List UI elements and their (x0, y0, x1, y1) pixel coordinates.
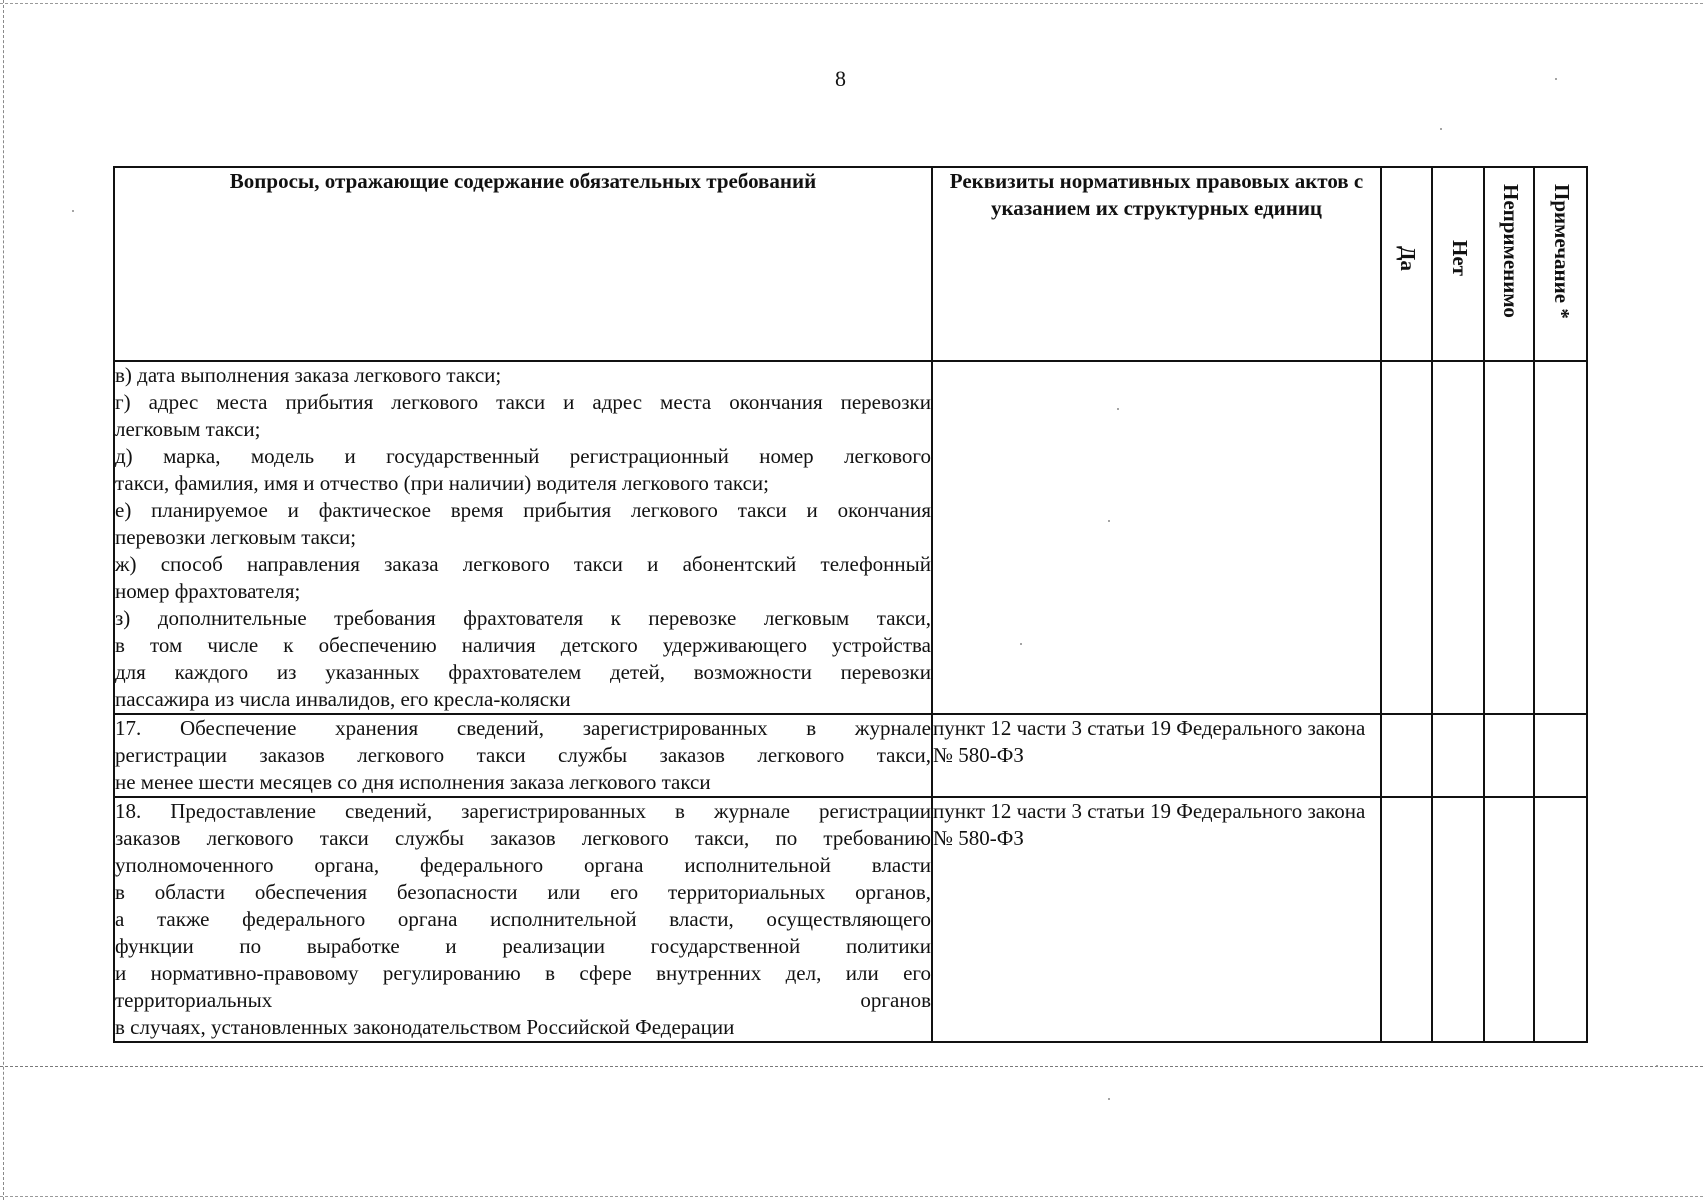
question-cell (114, 361, 932, 714)
question-line: для каждого из указанных фрахтователем детей, возможности перевозки (115, 660, 931, 684)
header-no: Нет (1448, 240, 1472, 276)
scan-edge-left (3, 0, 5, 1200)
table-header-row (114, 167, 1587, 361)
question-line: а также федерального органа исполнительной власти, осуществляющего (115, 907, 931, 931)
scan-speck (1440, 128, 1442, 130)
page-number: 8 (835, 66, 846, 91)
question-line: в области обеспечения безопасности или его территориальных органов, (115, 880, 931, 904)
question-line: заказов легкового такси службы заказов легкового такси, по требованию (115, 826, 931, 850)
question-cell (114, 797, 932, 1042)
yes-checkbox-cell[interactable] (1381, 361, 1432, 714)
question-line: территориальных органов (115, 988, 931, 1012)
question-line: в том числе к обеспечению наличия детского удерживающего устройства (115, 633, 931, 657)
note-cell[interactable] (1534, 714, 1587, 797)
no-checkbox-cell[interactable] (1432, 797, 1484, 1042)
header-yes-cell (1381, 167, 1432, 361)
question-line: регистрации заказов легкового такси службы заказов легкового такси, (115, 743, 931, 767)
scan-speck (1656, 1065, 1658, 1067)
question-cell (114, 714, 932, 797)
question-line: 18. Предоставление сведений, зарегистрированных в журнале регистрации (115, 799, 931, 823)
requirements-checklist-table (113, 166, 1588, 1043)
scan-line-bottom-edge (0, 1196, 1703, 1198)
table-row (114, 714, 1587, 797)
no-checkbox-cell[interactable] (1432, 361, 1484, 714)
scan-speck (72, 210, 74, 212)
question-line: функции по выработке и реализации государственной политики (115, 934, 931, 958)
question-line: не менее шести месяцев со дня исполнения заказа легкового такси (115, 770, 711, 794)
note-cell[interactable] (1534, 361, 1587, 714)
header-note-cell (1534, 167, 1587, 361)
not-applicable-checkbox-cell[interactable] (1484, 361, 1534, 714)
requisites-cell: пункт 12 части 3 статьи 19 Федерального закона № 580-ФЗ (932, 797, 1381, 1042)
question-line: пассажира из числа инвалидов, его кресла-коляски (115, 687, 571, 711)
question-line: и нормативно-правовому регулированию в сфере внутренних дел, или его (115, 961, 931, 985)
note-cell[interactable] (1534, 797, 1587, 1042)
requisites-cell (932, 361, 1381, 714)
requisites-cell: пункт 12 части 3 статьи 19 Федерального закона № 580-ФЗ (932, 714, 1381, 797)
no-checkbox-cell[interactable] (1432, 714, 1484, 797)
not-applicable-checkbox-cell[interactable] (1484, 714, 1534, 797)
header-note: Примечание * (1550, 184, 1574, 319)
scan-speck (1108, 1098, 1110, 1100)
question-line: е) планируемое и фактическое время прибытия легкового такси и окончания (115, 498, 931, 522)
header-requisites: Реквизиты нормативных правовых актов с указанием их структурных единиц (932, 167, 1381, 361)
question-line: номер фрахтователя; (115, 579, 301, 603)
table-row (114, 361, 1587, 714)
question-line: легковым такси; (115, 417, 261, 441)
yes-checkbox-cell[interactable] (1381, 714, 1432, 797)
scan-line-bottom (0, 1066, 1703, 1068)
header-not-applicable: Неприменимо (1499, 184, 1523, 318)
question-line: такси, фамилия, имя и отчество (при наличии) водителя легкового такси; (115, 471, 770, 495)
header-no-cell (1432, 167, 1484, 361)
question-line: в случаях, установленных законодательством Российской Федерации (115, 1015, 735, 1039)
header-not-applicable-cell (1484, 167, 1534, 361)
table-row (114, 797, 1587, 1042)
question-line: ж) способ направления заказа легкового такси и абонентский телефонный (115, 552, 931, 576)
question-line: в) дата выполнения заказа легкового такси; (115, 363, 502, 387)
question-line: г) адрес места прибытия легкового такси и адрес места окончания перевозки (115, 390, 931, 414)
yes-checkbox-cell[interactable] (1381, 797, 1432, 1042)
question-line: уполномоченного органа, федерального органа исполнительной власти (115, 853, 931, 877)
question-line: д) марка, модель и государственный регистрационный номер легкового (115, 444, 931, 468)
header-yes: Да (1396, 246, 1420, 271)
header-questions: Вопросы, отражающие содержание обязательных требований (114, 167, 932, 361)
question-line: 17. Обеспечение хранения сведений, зарегистрированных в журнале (115, 716, 931, 740)
not-applicable-checkbox-cell[interactable] (1484, 797, 1534, 1042)
question-line: з) дополнительные требования фрахтователя к перевозке легковым такси, (115, 606, 931, 630)
scan-speck (1555, 78, 1557, 80)
question-line: перевозки легковым такси; (115, 525, 357, 549)
scan-edge-top (0, 3, 1703, 5)
